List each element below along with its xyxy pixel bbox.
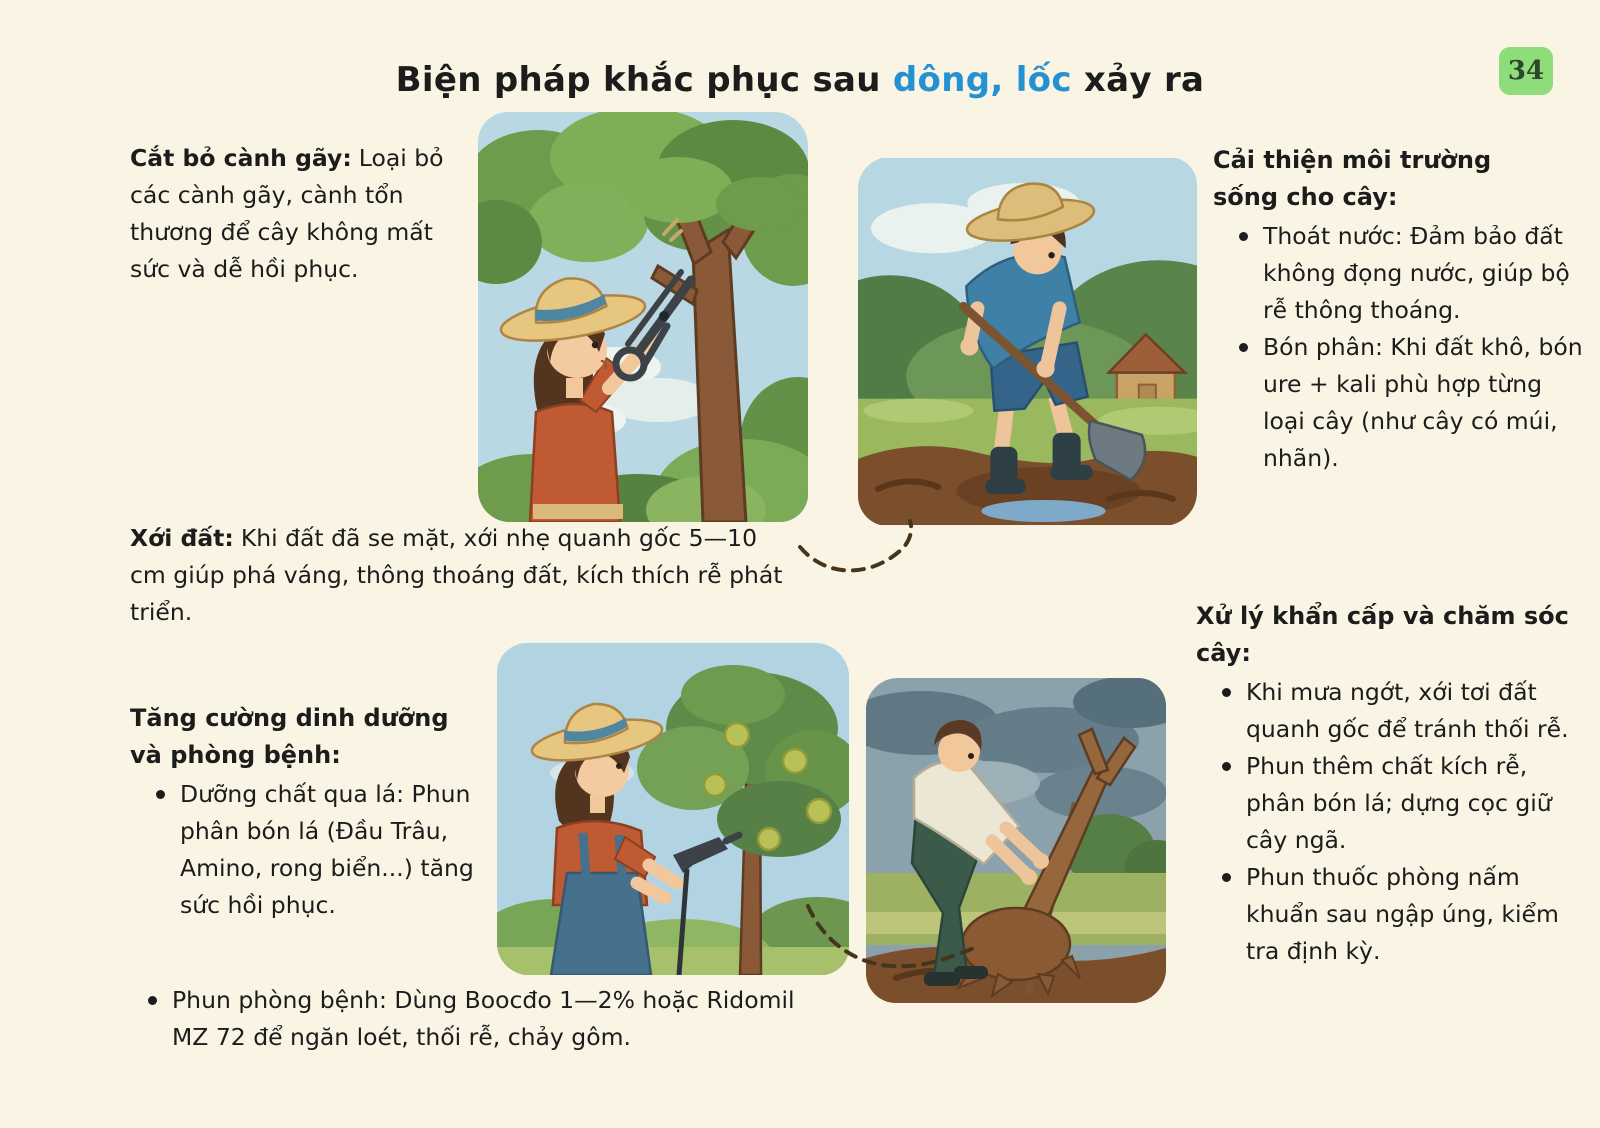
- cut-branches-label: Cắt bỏ cành gãy:: [130, 144, 352, 172]
- title-pre: Biện pháp khắc phục sau: [395, 60, 893, 100]
- illustration-pruning-broken-branch: [478, 112, 808, 522]
- bullet-text: Bón phân: Khi đất khô, bón ure + kali phù hợp từng loại cây (như cây có múi, nhãn).: [1263, 333, 1583, 472]
- fallen-tree-scene: [866, 678, 1166, 1003]
- section-hoe-soil: [130, 520, 785, 631]
- title-highlight: dông, lốc: [892, 60, 1072, 100]
- pruning-scene: [478, 112, 808, 522]
- bullet-dot: [1222, 762, 1231, 771]
- bullet-text: Thoát nước: Đảm bảo đất không đọng nước, giúp bộ rễ thông thoáng.: [1263, 222, 1570, 324]
- improve-environment-heading: Cải thiện môi trường sống cho cây:: [1213, 146, 1492, 211]
- hoe-soil-text: Khi đất đã se mặt, xới nhẹ quanh gốc 5—10 cm giúp phá váng, thông thoáng đất, kích thích rễ phát triển.: [130, 524, 783, 626]
- bullet-dot: [1222, 873, 1231, 882]
- list-item: [1222, 859, 1588, 970]
- bullet-dot: [1239, 232, 1248, 241]
- digging-scene: [858, 157, 1197, 526]
- section-nutrition: [130, 700, 490, 924]
- section-cut-branches: [130, 140, 448, 288]
- title-post: xảy ra: [1071, 60, 1205, 100]
- list-item: [1239, 329, 1588, 477]
- page-title: [0, 60, 1600, 100]
- emergency-care-heading: Xử lý khẩn cấp và chăm sóc cây:: [1196, 602, 1569, 667]
- list-item: [148, 982, 828, 1056]
- list-item: [156, 776, 490, 924]
- bullet-text: Khi mưa ngớt, xới tơi đất quanh gốc để tránh thối rễ.: [1246, 678, 1569, 743]
- bullet-text: Dưỡng chất qua lá: Phun phân bón lá (Đầu Trâu, Amino, rong biển...) tăng sức hồi phục.: [180, 780, 474, 919]
- hoe-soil-label: Xới đất:: [130, 524, 234, 552]
- list-item: [1222, 674, 1588, 748]
- page-number-badge: [1499, 47, 1553, 95]
- bullet-dot: [148, 996, 157, 1005]
- bullet-text: Phun thuốc phòng nấm khuẩn sau ngập úng, kiểm tra định kỳ.: [1246, 863, 1559, 965]
- illustration-propping-fallen-tree: [866, 678, 1166, 1003]
- bullet-dot: [1222, 688, 1231, 697]
- cut-branches-text: Loại bỏ các cành gãy, cành tổn thương để cây không mất sức và dễ hồi phục.: [130, 144, 444, 283]
- section-improve-environment: [1213, 142, 1588, 477]
- list-item: [1239, 218, 1588, 329]
- section-emergency-care: [1196, 598, 1588, 970]
- bullet-dot: [156, 790, 165, 799]
- nutrition-heading: Tăng cường dinh dưỡng và phòng bệnh:: [130, 704, 449, 769]
- illustration-spraying-fruit-tree: [497, 643, 849, 975]
- list-item: [1222, 748, 1588, 859]
- page-number: 34: [1507, 56, 1545, 86]
- bullet-text: Phun phòng bệnh: Dùng Boocđo 1—2% hoặc Ridomil MZ 72 để ngăn loét, thối rễ, chảy gôm.: [172, 986, 795, 1051]
- illustration-digging-drainage: [858, 157, 1197, 526]
- spraying-scene: [497, 643, 849, 975]
- bullet-dot: [1239, 343, 1248, 352]
- bullet-text: Phun thêm chất kích rễ, phân bón lá; dựng cọc giữ cây ngã.: [1246, 752, 1552, 854]
